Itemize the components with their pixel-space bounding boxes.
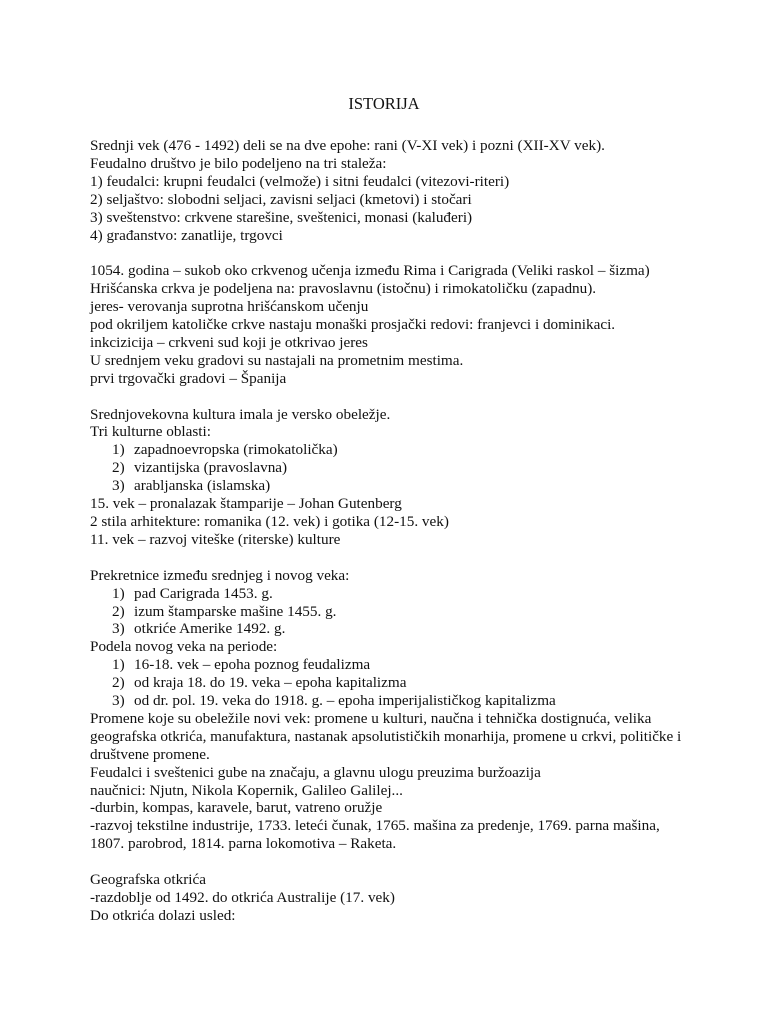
list-item-text: otkriće Amerike 1492. g. [134,620,286,638]
text-line: Do otkrića dolazi usled: [90,906,236,924]
text-line: Feudalci i sveštenici gube na značaju, a glavnu ulogu preuzima buržoazija [90,763,541,781]
text-line: 2) seljaštvo: slobodni seljaci, zavisni seljaci (kmetovi) i stočari [90,190,472,208]
text-line: pod okriljem katoličke crkve nastaju monaški prosjački redovi: franjevci i dominikaci. [90,316,616,334]
list-item-number: 2) [112,602,125,620]
text-line: Srednjovekovna kultura imala je versko obeležje. [90,405,391,423]
text-paragraph: Promene koje su obeležile novi vek: promene u kulturi, naučna i tehnička dostignuća, velika geografska otkrića, manufaktura, nastanak apsolutističkih monarhija, promene u crkvi, političke i društvene promene. [90,709,682,763]
text-line: inkcizicija – crkveni sud koji je otkrivao jeres [90,333,368,351]
text-line: -durbin, kompas, karavele, barut, vatreno oružje [90,799,383,817]
list-item-text: vizantijska (pravoslavna) [134,459,288,477]
text-line: -razdoblje od 1492. do otkrića Australije (17. vek) [90,889,395,906]
text-line: 4) građanstvo: zanatlije, trgovci [90,226,283,244]
list-item-text: pad Carigrada 1453. g. [134,584,273,602]
paragraph-gap [90,549,690,567]
list-item [90,656,690,674]
list-item-number: 1) [112,584,125,602]
text-line: Srednji vek (476 - 1492) deli se na dve epohe: rani (V-XI vek) i pozni (XII-XV vek). [90,137,605,154]
text-line: 15. vek – pronalazak štamparije – Johan Gutenberg [90,495,402,513]
list-item [90,477,690,495]
list-item-number: 3) [112,620,125,638]
text-line: prvi trgovački gradovi – Španija [90,369,287,387]
list-item-text: arabljanska (islamska) [134,477,271,495]
text-line: Tri kulturne oblasti: [90,423,211,441]
text-line: 1054. godina – sukob oko crkvenog učenja između Rima i Carigrada (Veliki raskol – šizma) [90,262,650,280]
text-line: Feudalno društvo je bilo podeljeno na tri staleža: [90,154,387,172]
list-item [90,603,690,621]
list-item-number: 3) [112,477,125,495]
paragraph-gap [90,388,690,406]
text-line: U srednjem veku gradovi su nastajali na prometnim mestima. [90,351,464,369]
list-item-text: od kraja 18. do 19. veka – epoha kapitalizma [134,674,407,692]
list-item-text: od dr. pol. 19. veka do 1918. g. – epoha imperijalističkog kapitalizma [134,692,556,710]
text-line: jeres- verovanja suprotna hrišćanskom učenju [90,298,369,316]
text-line: Geografska otkrića [90,871,206,889]
paragraph-gap [90,853,690,871]
list-item [90,692,690,710]
text-line: 1) feudalci: krupni feudalci (velmože) i sitni feudalci (vitezovi-riteri) [90,172,510,190]
text-line: 11. vek – razvoj viteške (riterske) kulture [90,530,341,548]
text-line: naučnici: Njutn, Nikola Kopernik, Galileo Galilej... [90,781,403,799]
document-page [90,94,690,925]
list-item [90,441,690,459]
list-item-number: 3) [112,692,125,710]
list-item-number: 1) [112,656,125,674]
text-line: Podela novog veka na periode: [90,638,278,656]
document-title: ISTORIJA [348,94,420,113]
text-paragraph: -razvoj tekstilne industrije, 1733. leteći čunak, 1765. mašina za predenje, 1769. parna mašina, 1807. parobrod, 1814. parna lokomotiva – Raketa. [90,817,660,853]
list-item [90,674,690,692]
paragraph-gap [90,244,690,262]
list-item-text: izum štamparske mašine 1455. g. [134,602,337,620]
list-item [90,585,690,603]
list-item [90,459,690,477]
text-line: 2 stila arhitekture: romanika (12. vek) i gotika (12-15. vek) [90,513,449,530]
list-item-text: zapadnoevropska (rimokatolička) [134,441,338,459]
list-item-number: 1) [112,441,125,459]
list-item-number: 2) [112,674,125,692]
list-item-number: 2) [112,459,125,477]
text-line: Prekretnice između srednjeg i novog veka: [90,566,350,584]
list-item [90,620,690,638]
list-item-text: 16-18. vek – epoha poznog feudalizma [134,656,371,674]
text-line: Hrišćanska crkva je podeljena na: pravoslavnu (istočnu) i rimokatoličku (zapadnu). [90,280,597,298]
text-line: 3) sveštenstvo: crkvene starešine, sveštenici, monasi (kaluđeri) [90,208,473,226]
